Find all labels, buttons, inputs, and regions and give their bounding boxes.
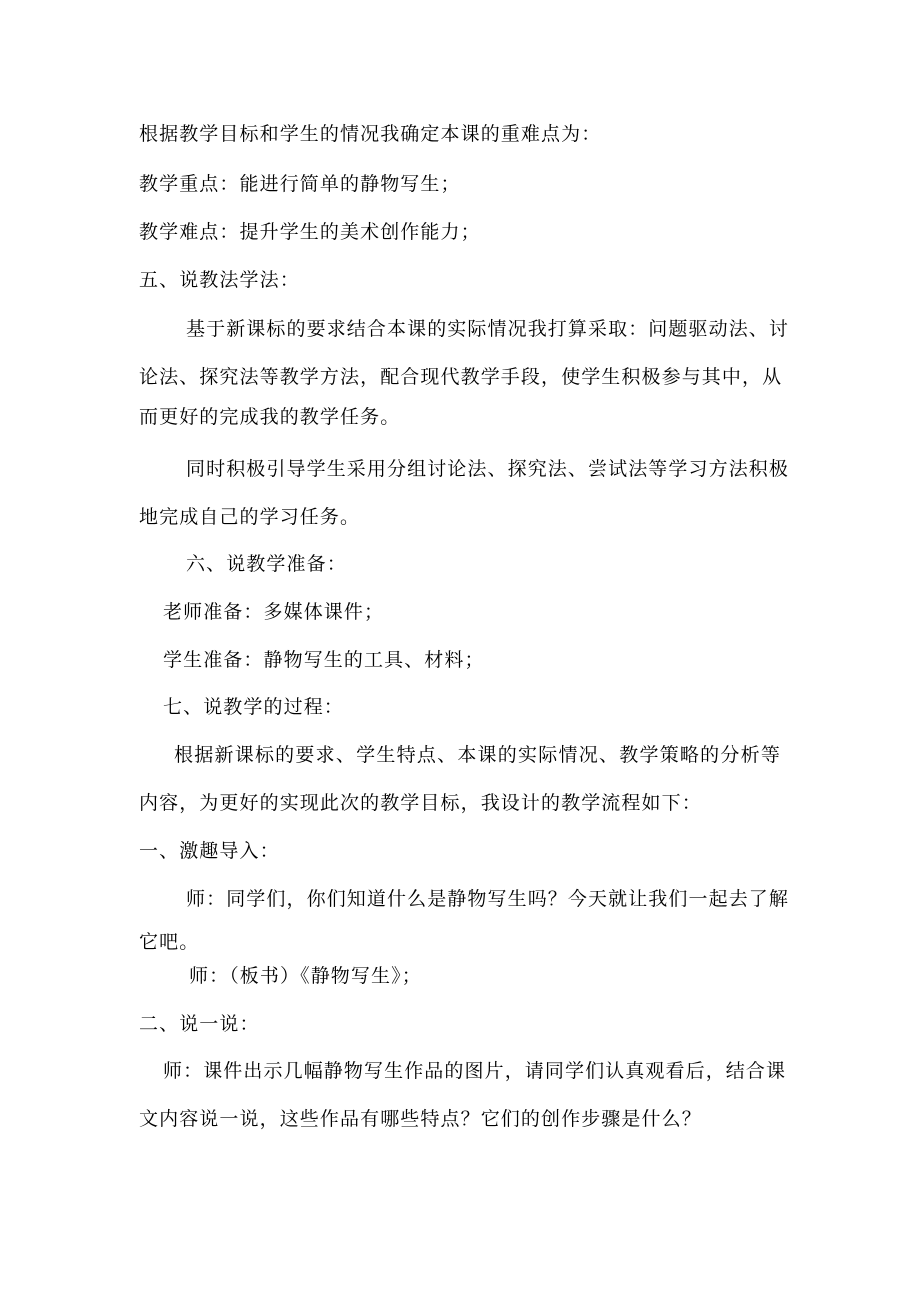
paragraph-line-process-1: 根据新课标的要求、学生特点、本课的实际情况、教学策略的分析等 bbox=[174, 744, 781, 766]
text-line-key-points-intro: 根据教学目标和学生的情况我确定本课的重难点为： bbox=[139, 123, 602, 145]
section-heading-discussion: 二、说一说： bbox=[139, 1013, 260, 1035]
section-heading-process: 七、说教学的过程： bbox=[163, 696, 344, 718]
text-line-blackboard: 师：（板书）《静物写生》； bbox=[189, 965, 422, 987]
text-line-teacher-preparation: 老师准备：多媒体课件； bbox=[163, 601, 385, 623]
paragraph-line-discussion-1: 师：课件出示几幅静物写生作品的图片，请同学们认真观看后，结合课 bbox=[163, 1060, 787, 1082]
paragraph-line-process-2: 内容，为更好的实现此次的教学目标，我设计的教学流程如下： bbox=[139, 792, 702, 814]
paragraph-line-learning-1: 同时积极引导学生采用分组讨论法、探究法、尝试法等学习方法积极 bbox=[186, 458, 790, 480]
text-line-student-preparation: 学生准备：静物写生的工具、材料； bbox=[163, 649, 485, 671]
paragraph-line-methods-3: 而更好的完成我的教学任务。 bbox=[139, 406, 401, 428]
paragraph-line-methods-1: 基于新课标的要求结合本课的实际情况我打算采取：问题驱动法、讨 bbox=[186, 318, 790, 340]
paragraph-line-introduction-2: 它吧。 bbox=[139, 931, 200, 953]
text-line-teaching-difficulty: 教学难点：提升学生的美术创作能力； bbox=[139, 221, 481, 243]
section-heading-preparation: 六、说教学准备： bbox=[186, 553, 347, 575]
section-heading-methods: 五、说教法学法： bbox=[139, 269, 300, 291]
section-heading-introduction: 一、激趣导入： bbox=[139, 840, 280, 862]
paragraph-line-learning-2: 地完成自己的学习任务。 bbox=[139, 506, 361, 528]
paragraph-line-discussion-2: 文内容说一说，这些作品有哪些特点？它们的创作步骤是什么？ bbox=[139, 1108, 702, 1130]
text-line-teaching-focus: 教学重点：能进行简单的静物写生； bbox=[139, 173, 461, 195]
paragraph-line-introduction-1: 师：同学们，你们知道什么是静物写生吗？今天就让我们一起去了解 bbox=[186, 888, 790, 910]
paragraph-line-methods-2: 论法、探究法等教学方法，配合现代教学手段，使学生积极参与其中，从 bbox=[139, 366, 783, 388]
